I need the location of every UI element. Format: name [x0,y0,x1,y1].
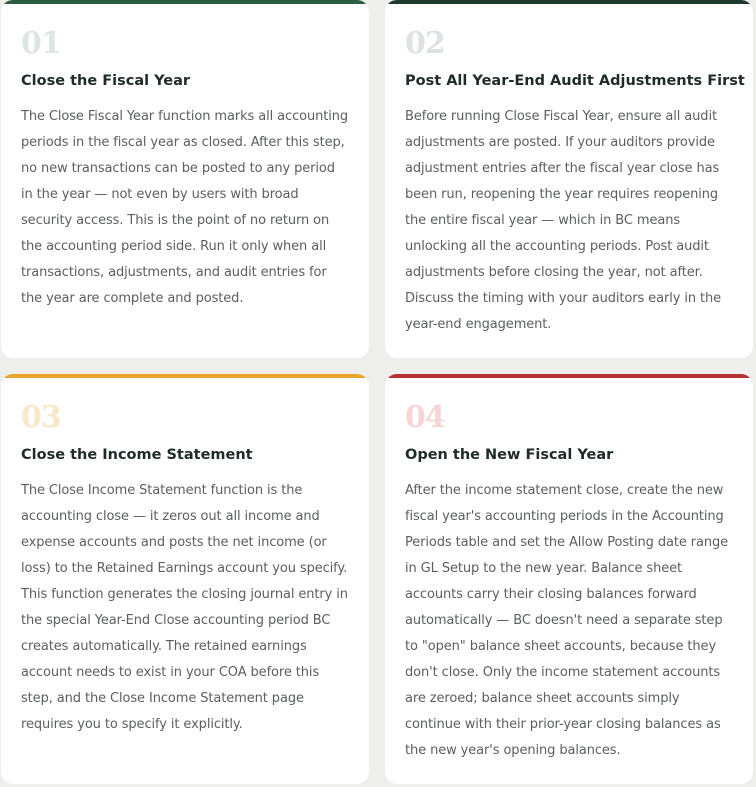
card-accent-bar [1,374,369,378]
step-number: 04 [405,400,445,435]
step-number: 03 [21,400,61,435]
step-card-3 [1,374,369,784]
card-accent-bar [385,374,753,378]
step-number: 02 [405,26,445,61]
step-description: The Close Income Statement function is the accounting close — it zeros out all income and expense accounts and posts the net income (or loss) to the Retained Earnings account you specify. This function generates the closing journal entry in the special Year-End Close accounting period BC creates automatically. The retained earnings account needs to exist in your COA before this step, and the Close Income Statement page requires you to specify it explicitly. [21,483,348,732]
step-description: Before running Close Fiscal Year, ensure all audit adjustments are posted. If your auditors provide adjustment entries after the fiscal year close has been run, reopening the year requires reopening the entire fiscal year — which in BC means unlocking all the accounting periods. Post audit adjustments before closing the year, not after. Discuss the timing with your auditors early in the year-end engagement. [405,109,722,332]
step-card-2 [385,0,753,358]
step-description: After the income statement close, create the new fiscal year's accounting periods in the Accounting Periods table and set the Allow Posting date range in GL Setup to the new year. Balance sheet accounts carry their closing balances forward automatically — BC doesn't need a separate step to "open" balance sheet accounts, because they don't close. Only the income statement accounts are zeroed; balance sheet accounts simply continue with their prior-year closing balances as the new year's opening balances. [405,483,729,758]
card-accent-bar [1,0,369,4]
step-card-1 [1,0,369,358]
step-card-4 [385,374,753,784]
step-title: Close the Income Statement [21,447,253,463]
step-description: The Close Fiscal Year function marks all accounting periods in the fiscal year as closed. After this step, no new transactions can be posted to any period in the year — not even by users with broad security access. This is the point of no return on the accounting period side. Run it only when all transactions, adjustments, and audit entries for the year are complete and posted. [21,109,349,306]
step-title: Post All Year-End Audit Adjustments First [405,73,745,89]
card-accent-bar [385,0,753,4]
step-number: 01 [21,26,61,61]
step-title: Open the New Fiscal Year [405,447,614,463]
step-title: Close the Fiscal Year [21,73,191,89]
